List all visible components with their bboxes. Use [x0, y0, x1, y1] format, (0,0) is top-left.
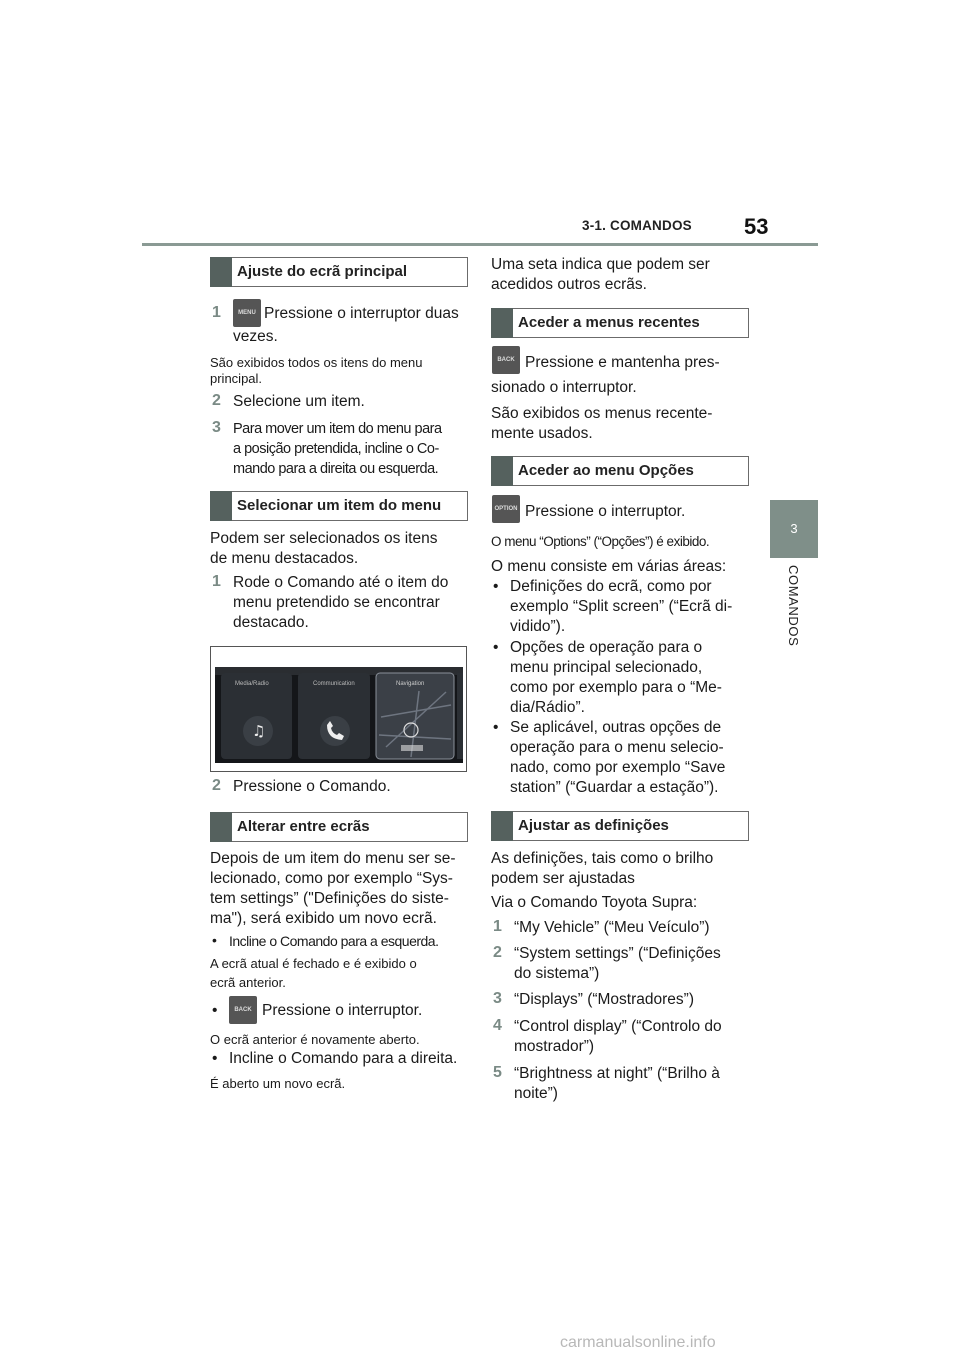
paragraph: mente usados. [491, 425, 593, 442]
step-text: Selecione um item. [233, 393, 365, 410]
bullet-text: menu principal selecionado, [510, 659, 703, 676]
heading-box-select-item [210, 491, 468, 521]
step-text: “System settings” (“Definições [514, 945, 721, 962]
step-text: vezes. [233, 328, 278, 345]
paragraph: Pressione o interruptor. [525, 503, 686, 520]
control-display-image [210, 646, 467, 772]
bullet-text: Definições do ecrã, como por [510, 578, 712, 595]
step-text: “Control display” (“Controlo do [514, 1018, 722, 1035]
heading-bar [210, 491, 232, 521]
tile-label: Communication [313, 681, 355, 687]
bullet-dot: • [212, 1050, 218, 1067]
step-text: Rode o Comando até o item do [233, 574, 449, 591]
step-number: 3 [493, 990, 502, 1007]
step-text: “Brightness at night” (“Brilho à [514, 1065, 720, 1082]
bullet-dot: • [493, 639, 499, 656]
paragraph: O menu consiste em várias áreas: [491, 558, 727, 575]
heading-bar [491, 811, 513, 841]
media-radio-tile [221, 673, 292, 759]
step-text: mostrador”) [514, 1038, 595, 1055]
paragraph: As definições, tais como o brilho [491, 850, 714, 867]
bullet-text: nado, como por exemplo “Save [510, 759, 726, 776]
paragraph: Uma seta indica que podem ser [491, 256, 710, 273]
step-text: Pressione o Comando. [233, 778, 391, 795]
paragraph: tem settings” ("Definições do siste- [210, 890, 449, 907]
bullet-dot: • [493, 578, 499, 595]
music-icon: ♫ [252, 722, 266, 740]
tile-label: Navigation [396, 681, 425, 687]
heading-text: Ajuste do ecrã principal [237, 263, 408, 280]
step-text: noite”) [514, 1085, 558, 1102]
step-number: 1 [493, 918, 502, 935]
back-button-icon: BACK [229, 996, 257, 1024]
page-number: 53 [744, 214, 769, 239]
heading-box-recent-menus [491, 308, 749, 338]
bullet-dot: • [212, 1002, 218, 1019]
bullet-text: Opções de operação para o [510, 639, 703, 656]
communication-tile [298, 673, 370, 759]
paragraph: acedidos outros ecrãs. [491, 276, 647, 293]
step-note: O menu “Options” (“Opções”) é exibido. [491, 534, 710, 549]
heading-bar [491, 308, 513, 338]
step-number: 4 [493, 1017, 502, 1034]
heading-text: Alterar entre ecrãs [237, 818, 370, 835]
step-number: 2 [493, 944, 502, 961]
bullet-note: O ecrã anterior é novamente aberto. [210, 1032, 420, 1047]
bullet-text: station” (“Guardar a estação”). [510, 779, 719, 796]
section-title: 3-1. COMANDOS [582, 218, 692, 233]
bullet-text: dia/Rádio”. [510, 699, 585, 716]
paragraph: Podem ser selecionados os itens [210, 530, 438, 547]
heading-box-main-screen [210, 257, 468, 287]
bullet-dot: • [212, 932, 217, 948]
step-text: “My Vehicle” (“Meu Veículo”) [514, 919, 710, 936]
step-number: 5 [493, 1064, 502, 1081]
paragraph: São exibidos os menus recente- [491, 405, 713, 422]
step-number: 1 [212, 573, 221, 590]
heading-text: Ajustar as definições [518, 817, 669, 834]
heading-box-switch-screens [210, 812, 468, 842]
chapter-number: 3 [790, 521, 798, 536]
step-text: Pressione o interruptor duas [264, 305, 459, 322]
step-text: mando para a direita ou esquerda. [233, 461, 439, 477]
bullet-note: É aberto um novo ecrã. [210, 1076, 346, 1091]
step-note: São exibidos todos os itens do menu principal. [210, 355, 423, 386]
navigation-tile [376, 673, 454, 759]
heading-box-adjust-settings [491, 811, 749, 841]
paragraph: lecionado, como por exemplo “Sys- [210, 870, 453, 887]
heading-text: Selecionar um item do menu [237, 497, 442, 514]
paragraph: de menu destacados. [210, 550, 359, 567]
step-number: 3 [212, 419, 221, 436]
chapter-tab [770, 500, 818, 558]
step-text: Para mover um item do menu para [233, 421, 442, 437]
bullet-text: como por exemplo para o “Me- [510, 679, 722, 696]
bullet-text: Incline o Comando para a esquerda. [229, 933, 439, 949]
heading-bar [210, 812, 232, 842]
back-button-icon: BACK [492, 346, 520, 374]
step-number: 2 [212, 777, 221, 794]
chapter-label: COMANDOS [786, 565, 801, 647]
heading-bar [491, 456, 513, 486]
step-text: do sistema”) [514, 965, 600, 982]
paragraph: Via o Comando Toyota Supra: [491, 894, 698, 911]
paragraph: Depois de um item do menu ser se- [210, 850, 456, 867]
tile-label: Media/Radio [235, 681, 269, 687]
heading-bar [210, 257, 232, 287]
bullet-text: exemplo “Split screen” (“Ecrã di- [510, 598, 733, 615]
option-button-icon: OPTION [492, 495, 520, 523]
step-text: menu pretendido se encontrar [233, 594, 440, 611]
bullet-text: operação para o menu selecio- [510, 739, 724, 756]
bullet-note: A ecrã atual é fechado e é exibido o [210, 956, 417, 971]
header-rule [142, 243, 818, 246]
watermark: carmanualsonline.info [560, 1334, 716, 1351]
step-text: destacado. [233, 614, 309, 631]
step-text: “Displays” (“Mostradores”) [514, 991, 694, 1008]
bullet-dot: • [493, 719, 499, 736]
heading-text: Aceder a menus recentes [518, 314, 700, 331]
bullet-text: Incline o Comando para a direita. [229, 1050, 458, 1067]
step-text: a posição pretendida, incline o Co- [233, 441, 439, 457]
paragraph: ma"), será exibido um novo ecrã. [210, 910, 437, 927]
menu-button-icon: MENU [233, 299, 261, 327]
bullet-text: Se aplicável, outras opções de [510, 719, 722, 736]
paragraph: sionado o interruptor. [491, 379, 637, 396]
paragraph: Pressione e mantenha pres- [525, 354, 720, 371]
paragraph: podem ser ajustadas [491, 870, 635, 887]
bullet-text: vidido”). [510, 618, 566, 635]
step-number: 1 [212, 304, 221, 321]
heading-box-options-menu [491, 456, 749, 486]
step-number: 2 [212, 392, 221, 409]
heading-text: Aceder ao menu Opções [518, 462, 694, 479]
bullet-note: ecrã anterior. [210, 975, 286, 990]
bullet-text: Pressione o interruptor. [262, 1002, 423, 1019]
